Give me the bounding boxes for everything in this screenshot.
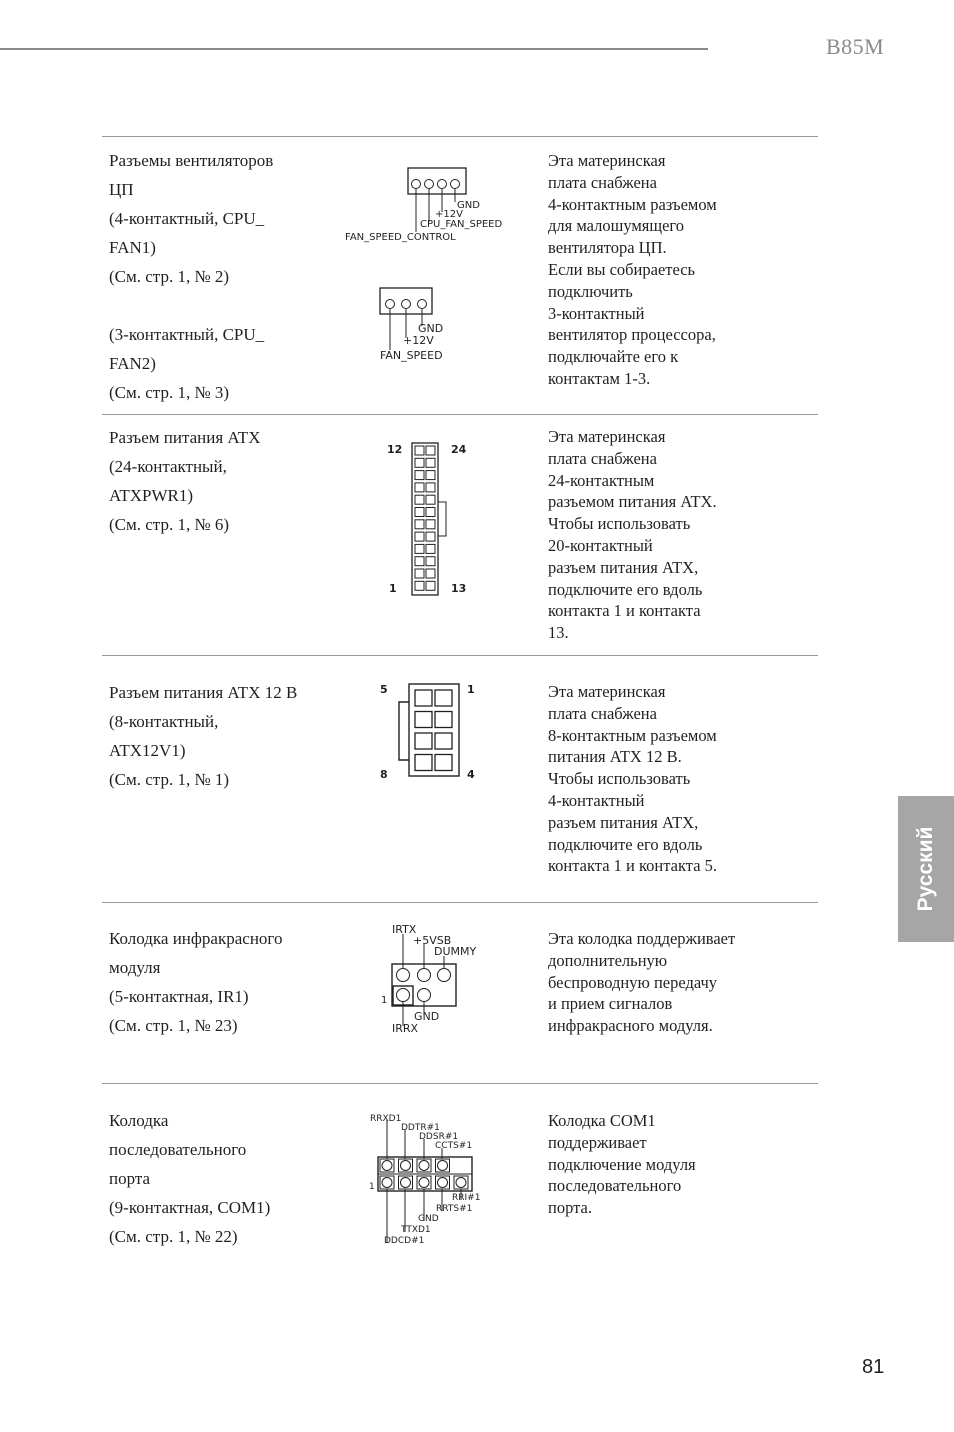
pin bbox=[438, 1161, 448, 1171]
atx-24pin-diagram bbox=[380, 438, 480, 602]
section-divider bbox=[102, 1083, 818, 1084]
pin bbox=[415, 581, 424, 590]
pin bbox=[382, 1178, 392, 1188]
language-tab bbox=[898, 796, 954, 942]
pin-label: 1 bbox=[381, 995, 388, 1006]
text-line: плата снабжена bbox=[548, 448, 657, 468]
text-line: Колодка инфракрасного bbox=[109, 929, 283, 948]
pin bbox=[415, 532, 424, 541]
pin bbox=[426, 532, 435, 541]
pin bbox=[426, 557, 435, 566]
text-line: подключите его вдоль bbox=[548, 834, 703, 854]
page-number: 81 bbox=[862, 1356, 885, 1378]
text-line: подключить bbox=[548, 281, 633, 301]
pin bbox=[426, 544, 435, 553]
atx-power-note bbox=[548, 426, 788, 644]
text-line: (См. стр. 1, № 2) bbox=[109, 267, 230, 286]
pin bbox=[382, 1161, 392, 1171]
cpu-fan-description bbox=[109, 146, 334, 407]
cpu-fan2-diagram bbox=[375, 284, 475, 368]
pin-label: 12 bbox=[387, 443, 403, 456]
pin-label: FAN_SPEED_CONTROL bbox=[345, 232, 456, 243]
section-divider bbox=[102, 655, 818, 656]
pin bbox=[456, 1178, 466, 1188]
text-line: FAN1) bbox=[109, 238, 156, 257]
pin-label: 1 bbox=[389, 582, 397, 595]
pin-label: 8 bbox=[380, 768, 388, 781]
text-line: Разъем питания ATX 12 В bbox=[109, 683, 298, 702]
pin-label: RRXD1 bbox=[370, 1114, 402, 1124]
pin-label: CPU_FAN_SPEED bbox=[420, 219, 503, 230]
text-line: ЦП bbox=[109, 180, 134, 199]
pin-label: DDSR#1 bbox=[419, 1132, 459, 1142]
pin bbox=[435, 712, 452, 728]
pin bbox=[438, 1178, 448, 1188]
pin-label: CCTS#1 bbox=[435, 1141, 473, 1151]
pin-grid bbox=[415, 690, 452, 771]
pin-label: FAN_SPEED bbox=[380, 349, 443, 362]
pin bbox=[415, 569, 424, 578]
text-line: Эта колодка поддерживает bbox=[548, 929, 736, 948]
text-line: (См. стр. 1, № 22) bbox=[109, 1227, 238, 1246]
pin bbox=[415, 458, 424, 467]
pin bbox=[415, 712, 432, 728]
pin-label: +12V bbox=[435, 209, 463, 220]
pin-label: DDCD#1 bbox=[384, 1236, 425, 1246]
pin bbox=[426, 458, 435, 467]
cpu-fan-note bbox=[548, 150, 788, 390]
atx12v-description bbox=[109, 678, 334, 794]
text-line: (4-контактный, CPU_ bbox=[109, 209, 265, 228]
text-line: 24-контактным bbox=[548, 470, 655, 490]
text-line: Чтобы использовать bbox=[548, 514, 691, 534]
text-line: подключите его вдоль bbox=[548, 579, 703, 599]
pin-label: DUMMY bbox=[434, 945, 477, 958]
header-rule bbox=[0, 48, 708, 50]
pin bbox=[415, 733, 432, 749]
pin bbox=[426, 495, 435, 504]
pin-label: 1 bbox=[467, 683, 475, 696]
pin-label: TTXD1 bbox=[401, 1225, 431, 1235]
pin-label: GND bbox=[414, 1010, 440, 1023]
pin bbox=[435, 690, 452, 706]
atx-power-description bbox=[109, 423, 334, 539]
spacer bbox=[109, 291, 334, 320]
pin-label: +5VSB bbox=[413, 934, 452, 947]
pin bbox=[415, 557, 424, 566]
text-line: порта. bbox=[548, 1198, 592, 1218]
pin-label: +12V bbox=[403, 334, 434, 347]
pin-label: RRTS#1 bbox=[436, 1204, 473, 1214]
text-line: контактам 1-3. bbox=[548, 368, 651, 388]
section-divider bbox=[102, 414, 818, 415]
com-header-description bbox=[109, 1106, 334, 1251]
text-line: подключение модуля bbox=[548, 1154, 696, 1174]
text-line: последовательного bbox=[548, 1176, 682, 1196]
pin bbox=[419, 1178, 429, 1188]
text-line: Эта материнская bbox=[548, 427, 666, 446]
text-line: (9-контактная, COM1) bbox=[109, 1198, 271, 1217]
pin-label: GND bbox=[457, 200, 480, 211]
pin bbox=[415, 471, 424, 480]
ir-header-diagram bbox=[376, 920, 486, 1038]
text-line: FAN2) bbox=[109, 354, 156, 373]
text-line: разъемом питания ATX. bbox=[548, 492, 717, 512]
text-line: инфракрасного модуля. bbox=[548, 1016, 713, 1036]
pin bbox=[426, 471, 435, 480]
text-line: (8-контактный, bbox=[109, 712, 219, 731]
text-line: (24-контактный, bbox=[109, 457, 227, 476]
pin-label: DDTR#1 bbox=[401, 1123, 440, 1133]
text-line: плата снабжена bbox=[548, 172, 657, 192]
ir-header-description bbox=[109, 924, 334, 1040]
atx12v-8pin-diagram bbox=[374, 680, 484, 788]
text-line: порта bbox=[109, 1169, 151, 1188]
pin-label: 13 bbox=[451, 582, 467, 595]
pin bbox=[401, 1178, 411, 1188]
text-line: питания ATX 12 В. bbox=[548, 747, 682, 767]
text-line: беспроводную передачу bbox=[548, 972, 718, 992]
text-line: дополнительную bbox=[548, 950, 668, 970]
text-line: для малошумящего bbox=[548, 216, 685, 236]
pin-label: 5 bbox=[380, 683, 388, 696]
pin-label: 4 bbox=[467, 768, 475, 781]
pin bbox=[415, 544, 424, 553]
text-line: (См. стр. 1, № 3) bbox=[109, 383, 230, 402]
pin-label: GND bbox=[418, 322, 444, 335]
pin-label: 1 bbox=[369, 1182, 375, 1192]
pin bbox=[401, 1161, 411, 1171]
text-line: поддерживает bbox=[548, 1132, 647, 1152]
text-line: Эта материнская bbox=[548, 151, 666, 170]
pin bbox=[415, 755, 432, 771]
text-line: Колодка COM1 bbox=[548, 1111, 656, 1130]
text-line: последовательного bbox=[109, 1140, 247, 1159]
text-line: Разъем питания ATX bbox=[109, 428, 261, 447]
text-line: контакта 1 и контакта bbox=[548, 601, 701, 621]
pin bbox=[415, 520, 424, 529]
text-line: (3-контактный, CPU_ bbox=[109, 325, 265, 344]
text-line: Если вы собираетесь bbox=[548, 259, 696, 279]
text-line: 4-контактный bbox=[548, 790, 645, 810]
text-line: разъем питания ATX, bbox=[548, 812, 699, 832]
pin bbox=[415, 483, 424, 492]
cpu-fan1-diagram bbox=[340, 160, 520, 250]
pin bbox=[426, 483, 435, 492]
pin bbox=[426, 508, 435, 517]
pin bbox=[426, 520, 435, 529]
text-line: вентилятор процессора, bbox=[548, 325, 716, 345]
text-line: подключайте его к bbox=[548, 347, 679, 367]
text-line: Колодка bbox=[109, 1111, 169, 1130]
text-line: ATX12V1) bbox=[109, 741, 186, 760]
text-line: (См. стр. 1, № 1) bbox=[109, 770, 230, 789]
com-header-note bbox=[548, 1110, 788, 1219]
pin-label: RRI#1 bbox=[452, 1193, 481, 1203]
language-label: Русский bbox=[914, 826, 937, 912]
pin-grid bbox=[415, 446, 435, 590]
text-line: (См. стр. 1, № 6) bbox=[109, 515, 230, 534]
text-line: Чтобы использовать bbox=[548, 769, 691, 789]
text-line: 8-контактным разъемом bbox=[548, 725, 717, 745]
text-line: вентилятора ЦП. bbox=[548, 238, 667, 258]
pin bbox=[415, 446, 424, 455]
pin-label: 24 bbox=[451, 443, 467, 456]
ir-header-note bbox=[548, 928, 788, 1037]
text-line: 20-контактный bbox=[548, 535, 653, 555]
section-divider bbox=[102, 136, 818, 137]
text-line: 4-контактным разъемом bbox=[548, 194, 717, 214]
text-line: ATXPWR1) bbox=[109, 486, 194, 505]
pin bbox=[435, 755, 452, 771]
text-line: (5-контактная, IR1) bbox=[109, 987, 249, 1006]
pin bbox=[415, 495, 424, 504]
text-line: 13. bbox=[548, 623, 569, 643]
pin bbox=[419, 1161, 429, 1171]
pin bbox=[435, 733, 452, 749]
com-header-diagram bbox=[368, 1108, 482, 1246]
text-line: (См. стр. 1, № 23) bbox=[109, 1016, 238, 1035]
pin bbox=[426, 581, 435, 590]
text-line: разъем питания ATX, bbox=[548, 557, 699, 577]
text-line: и прием сигналов bbox=[548, 994, 673, 1014]
model-name: B85M bbox=[826, 34, 885, 59]
text-line: 3-контактный bbox=[548, 303, 645, 323]
text-line: Разъемы вентиляторов bbox=[109, 151, 274, 170]
pin-label: IRTX bbox=[392, 923, 417, 936]
text-line: контакта 1 и контакта 5. bbox=[548, 856, 718, 876]
pin bbox=[415, 690, 432, 706]
atx12v-note bbox=[548, 681, 788, 877]
pin bbox=[426, 569, 435, 578]
pin bbox=[426, 446, 435, 455]
pin-label: IRRX bbox=[392, 1022, 419, 1035]
section-divider bbox=[102, 902, 818, 903]
text-line: модуля bbox=[109, 958, 161, 977]
pin-label: GND bbox=[418, 1214, 439, 1224]
text-line: плата снабжена bbox=[548, 703, 657, 723]
pin bbox=[415, 508, 424, 517]
text-line: Эта материнская bbox=[548, 682, 666, 701]
